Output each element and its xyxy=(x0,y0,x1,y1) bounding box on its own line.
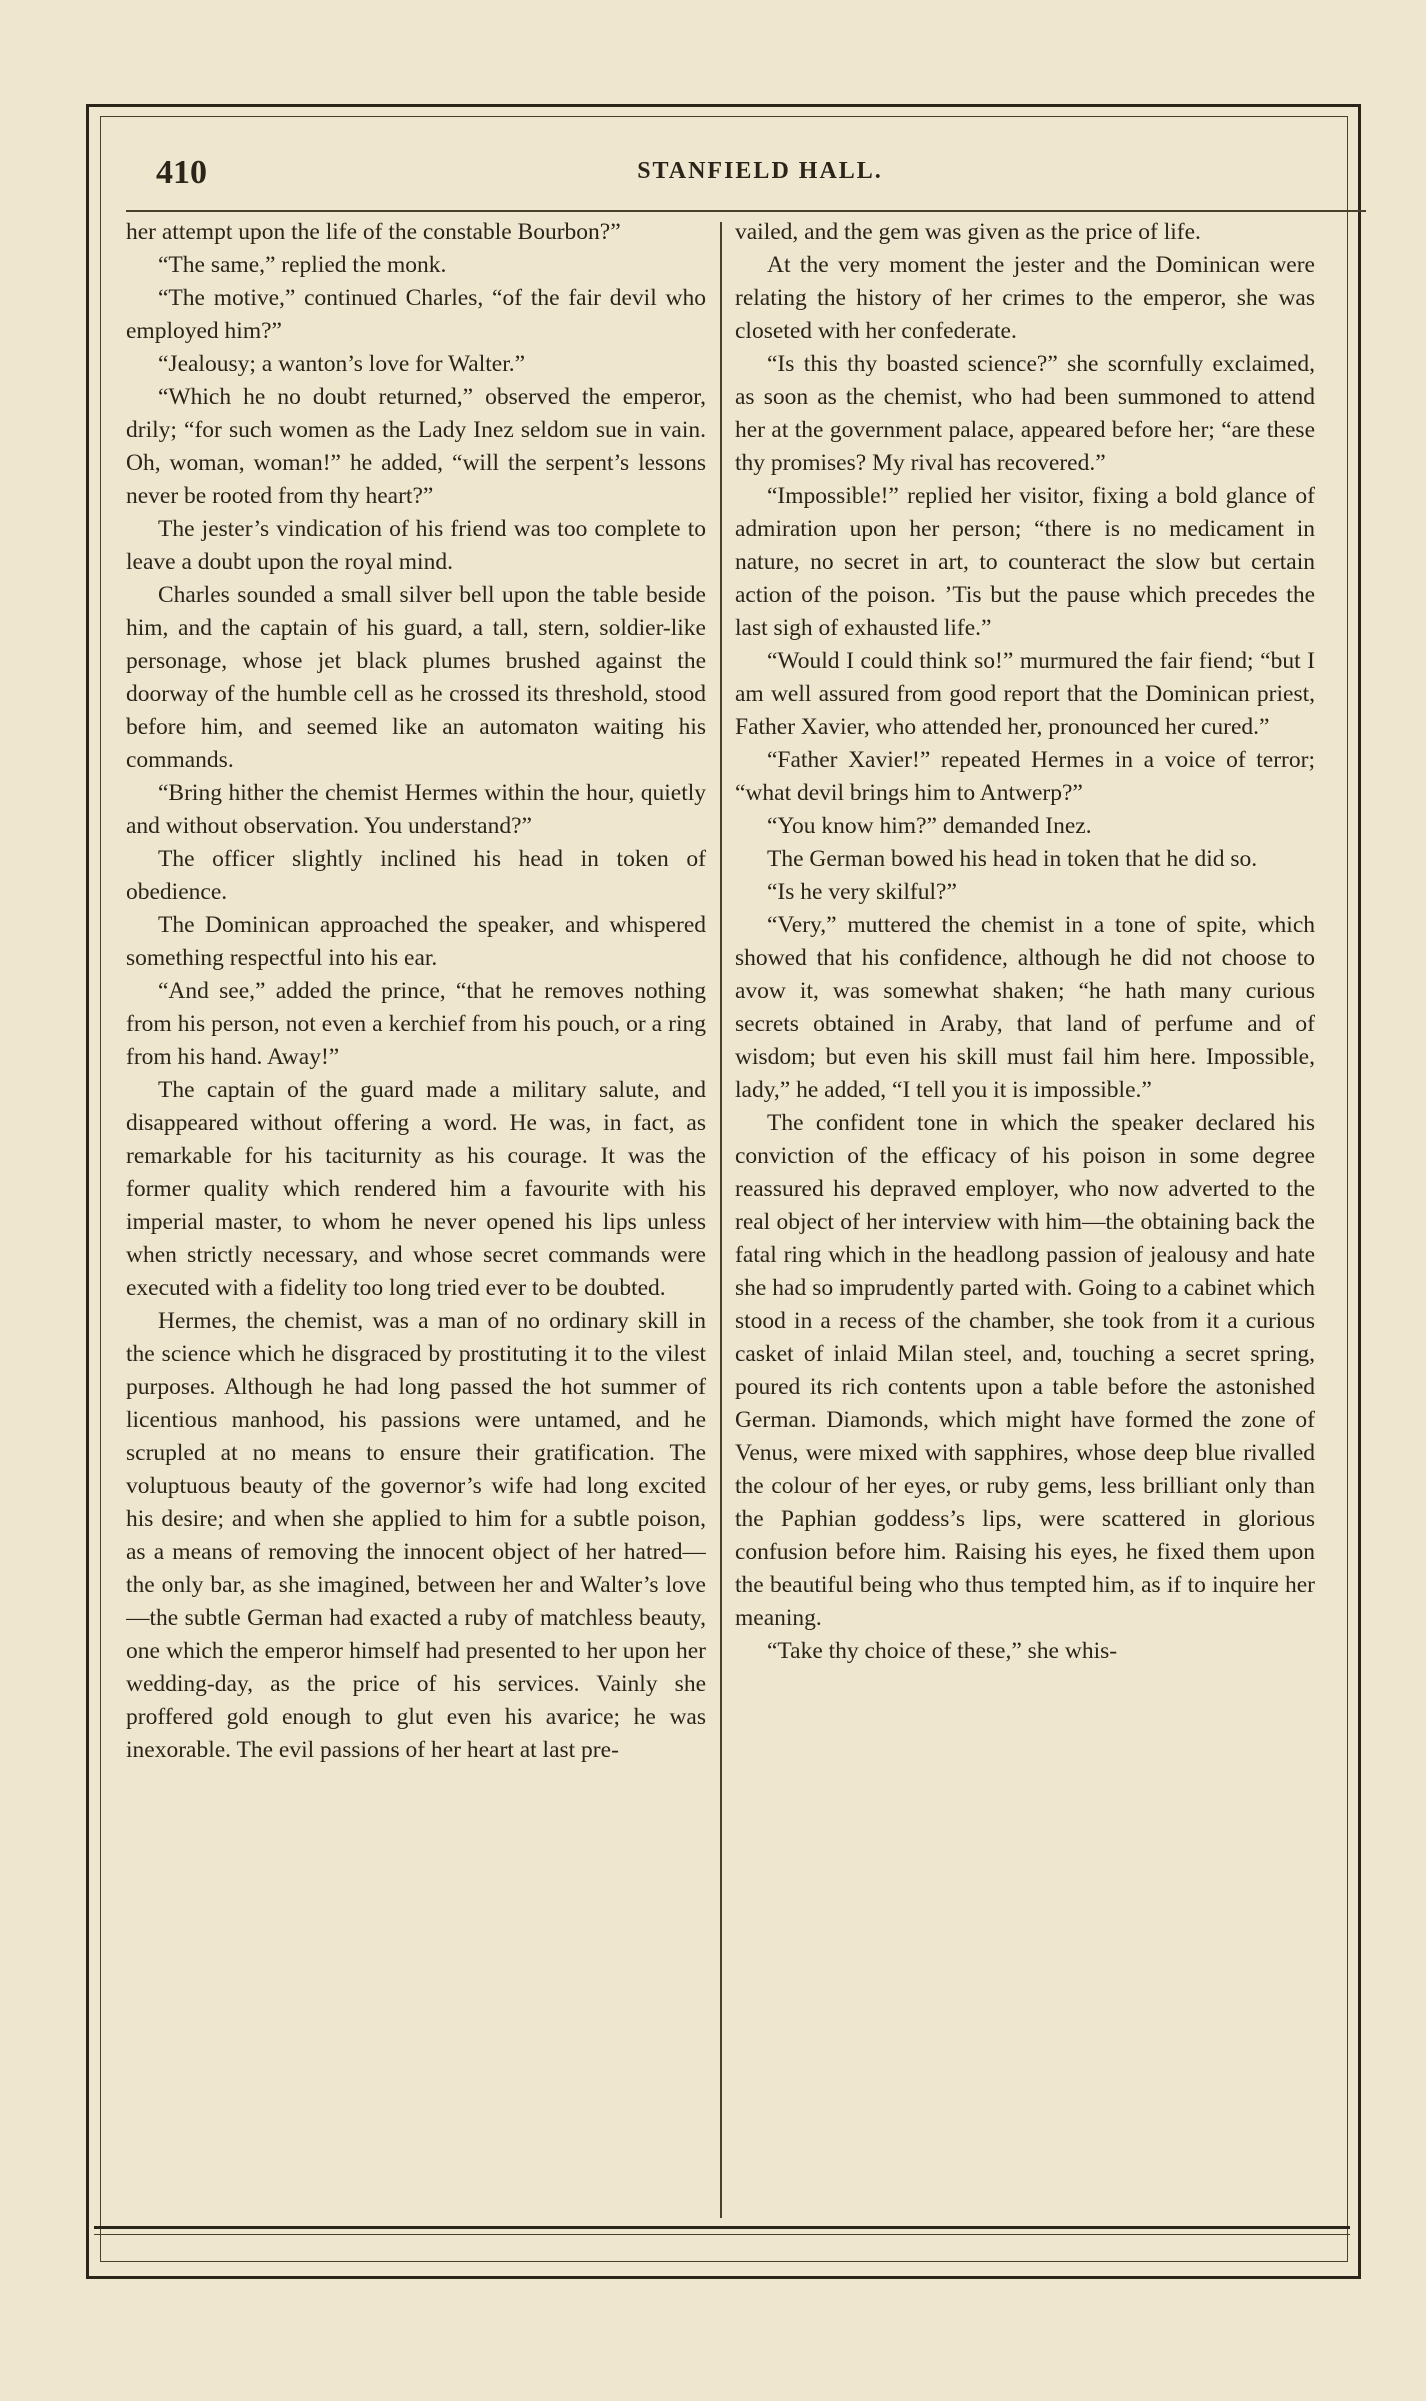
paragraph: The officer slightly inclined his head in token of obedience. xyxy=(126,846,706,905)
paragraph: “Is this thy boasted science?” she scornfully exclaimed, as soon as the chemist, who had been summoned to attend her at the government palace, appeared before her; “are these thy promises? My rival has recovered.” xyxy=(735,351,1315,476)
page-number: 410 xyxy=(156,154,207,191)
paragraph: “The motive,” continued Charles, “of the fair devil who employed him?” xyxy=(126,285,706,344)
paragraph: “Father Xavier!” repeated Hermes in a voice of terror; “what devil brings him to Antwerp?” xyxy=(735,747,1315,806)
paragraph: “Very,” muttered the chemist in a tone of spite, which showed that his confidence, although he did not choose to avow it, was somewhat shaken; “he hath many curious secrets obtained in Araby, that land of perfume and of wisdom; but even his skill must fail him here. Impossible, lady,” he added, “I tell you it is impossible.” xyxy=(735,912,1315,1103)
paragraph: The captain of the guard made a military salute, and disappeared without offering a word. He was, in fact, as remarkable for his taciturnity as his courage. It was the former quality which rendered him a favourite with his imperial master, to whom he never opened his lips unless when strictly necessary, and whose secret commands were executed with a fidelity too long tried ever to be doubted. xyxy=(126,1077,706,1301)
right-column xyxy=(735,216,1315,2216)
paragraph: “The same,” replied the monk. xyxy=(158,252,447,278)
running-title: STANFIELD HALL. xyxy=(637,158,883,184)
paragraph: “Impossible!” replied her visitor, fixing a bold glance of admiration upon her person; “there is no medicament in nature, no secret in art, to counteract the slow but certain action of the poison. ’Tis but the pause which precedes the last sigh of exhausted life.” xyxy=(735,483,1315,641)
header-rule xyxy=(126,210,1366,212)
left-column xyxy=(126,216,706,2216)
paragraph: The confident tone in which the speaker declared his conviction of the efficacy of his poison in some degree reassured his depraved employer, who now adverted to the real object of her interview with him—the obtaining back the fatal ring which in the headlong passion of jealousy and hate she had so imprudently parted with. Going to a cabinet which stood in a recess of the chamber, she took from it a curious casket of inlaid Milan steel, and, touching a secret spring, poured its rich contents upon a table before the astonished German. Diamonds, which might have formed the zone of Venus, were mixed with sapphires, whose deep blue rivalled the colour of her eyes, or ruby gems, less brilliant only than the Paphian goddess’s lips, were scattered in glorious confusion before him. Raising his eyes, he fixed them upon the beautiful being who thus tempted him, as if to inquire her meaning. xyxy=(735,1110,1315,1631)
paragraph: “Jealousy; a wanton’s love for Walter.” xyxy=(158,351,526,377)
paragraph: “And see,” added the prince, “that he removes nothing from his person, not even a kerchief from his pouch, or a ring from his hand. Away!” xyxy=(126,978,706,1070)
paragraph: At the very moment the jester and the Dominican were relating the history of her crimes to the emperor, she was closeted with her confederate. xyxy=(735,252,1315,344)
paragraph: Charles sounded a small silver bell upon the table beside him, and the captain of his guard, a tall, stern, soldier-like personage, whose jet black plumes brushed against the doorway of the humble cell as he crossed its threshold, stood before him, and seemed like an automaton waiting his commands. xyxy=(126,582,706,773)
paragraph: her attempt upon the life of the constable Bourbon?” xyxy=(126,219,621,245)
paragraph: The Dominican approached the speaker, and whispered something respectful into his ear. xyxy=(126,912,706,971)
paragraph: “Would I could think so!” murmured the fair fiend; “but I am well assured from good report that the Dominican priest, Father Xavier, who attended her, pronounced her cured.” xyxy=(735,648,1315,740)
page-header xyxy=(150,150,1340,200)
bottom-rule-thin xyxy=(94,2234,1350,2235)
paragraph: “Is he very skilful?” xyxy=(767,879,957,905)
bottom-rule xyxy=(94,2226,1350,2229)
paragraph: “Bring hither the chemist Hermes within the hour, quietly and without observation. You understand?” xyxy=(126,780,706,839)
column-divider xyxy=(720,222,722,2218)
paragraph: The jester’s vindication of his friend was too complete to leave a doubt upon the royal mind. xyxy=(126,516,706,575)
paragraph: The German bowed his head in token that he did so. xyxy=(767,846,1258,872)
paragraph: “You know him?” demanded Inez. xyxy=(767,813,1092,839)
paragraph: “Which he no doubt returned,” observed the emperor, drily; “for such women as the Lady Inez seldom sue in vain. Oh, woman, woman!” he added, “will the serpent’s lessons never be rooted from thy heart?” xyxy=(126,384,706,509)
paragraph: vailed, and the gem was given as the price of life. xyxy=(735,219,1201,245)
paragraph: Hermes, the chemist, was a man of no ordinary skill in the science which he disgraced by prostituting it to the vilest purposes. Although he had long passed the hot summer of licentious manhood, his passions were untamed, and he scrupled at no means to ensure their gratification. The voluptuous beauty of the governor’s wife had long excited his desire; and when she applied to him for a subtle poison, as a means of removing the innocent object of her hatred—the only bar, as she imagined, between her and Walter’s love—the subtle German had exacted a ruby of matchless beauty, one which the emperor himself had presented to her upon her wedding-day, as the price of his services. Vainly she proffered gold enough to glut even his avarice; he was inexorable. The evil passions of her heart at last pre- xyxy=(126,1308,706,1763)
paragraph: “Take thy choice of these,” she whis- xyxy=(767,1638,1118,1664)
